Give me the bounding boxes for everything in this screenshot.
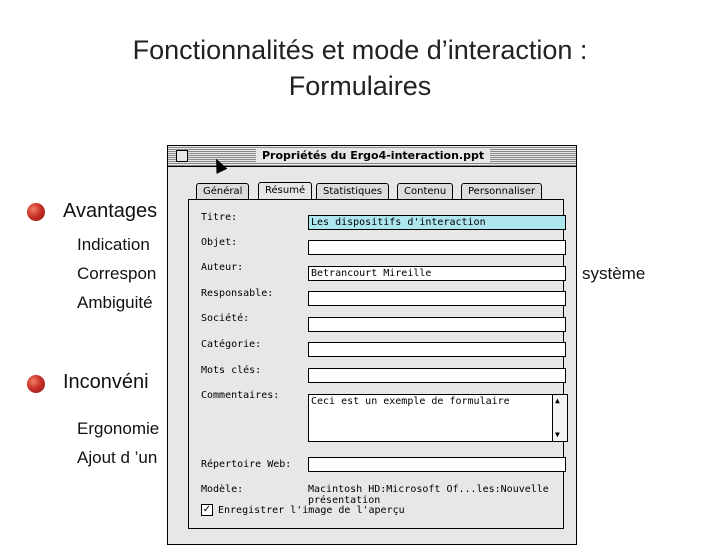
dialog-title: Propriétés du Ergo4-interaction.ppt [256,149,490,163]
scroll-up-icon[interactable]: ▲ [555,396,560,405]
trailing-text: système [582,264,646,283]
dialog-titlebar[interactable] [168,146,576,167]
label-societe: Société: [201,313,250,324]
bullet-advantages-icon [27,203,45,221]
advantages-line-2: Correspon [77,264,157,283]
label-mots-cles: Mots clés: [201,365,262,376]
close-box-icon[interactable] [176,150,188,162]
label-modele: Modèle: [201,484,244,495]
objet-field[interactable] [308,240,566,255]
societe-field[interactable] [308,317,566,332]
tab-personnaliser[interactable]: Personnaliser [461,183,542,200]
drawbacks-line-2: Ajout d ’un [77,448,158,467]
summary-panel [188,199,564,529]
slide-title [0,32,720,104]
commentaires-text: Ceci est un exemple de formulaire [311,396,510,407]
modele-value: Macintosh HD:Microsoft Of...les:Nouvelle présentation [308,484,549,506]
tab-contenu[interactable]: Contenu [397,183,453,200]
drawbacks-line-1: Ergonomie [77,419,160,438]
commentaires-field[interactable] [308,394,568,442]
tab-statistiques[interactable]: Statistiques [316,183,389,200]
slide-title-line2: Formulaires [288,71,432,101]
label-auteur: Auteur: [201,262,244,273]
label-responsable: Responsable: [201,288,274,299]
responsable-field[interactable] [308,291,566,306]
properties-dialog [167,145,577,545]
repertoire-web-field[interactable] [308,457,566,472]
titre-field[interactable]: Les dispositifs d'interaction [308,215,566,230]
scroll-down-icon[interactable]: ▼ [555,430,560,439]
mots-cles-field[interactable] [308,368,566,383]
auteur-field[interactable]: Betrancourt Mireille [308,266,566,281]
bullet-drawbacks-icon [27,375,45,393]
advantages-line-1: Indication [77,235,150,254]
label-categorie: Catégorie: [201,339,262,350]
drawbacks-heading: Inconvéni [63,371,149,393]
comment-scrollbar[interactable] [552,395,567,441]
advantages-heading: Avantages [63,200,158,222]
tab-resume[interactable]: Résumé [258,182,312,201]
save-preview-checkbox[interactable]: ✓ [202,504,212,515]
label-objet: Objet: [201,237,238,248]
save-preview-label[interactable]: Enregistrer l'image de l'aperçu [218,505,405,516]
label-commentaires: Commentaires: [201,390,280,401]
label-repertoire-web: Répertoire Web: [201,459,292,470]
label-titre: Titre: [201,212,238,223]
categorie-field[interactable] [308,342,566,357]
tab-general[interactable]: Général [196,183,249,200]
advantages-line-3: Ambiguité [77,293,153,312]
slide-title-line1: Fonctionnalités et mode d’interaction : [132,35,588,65]
